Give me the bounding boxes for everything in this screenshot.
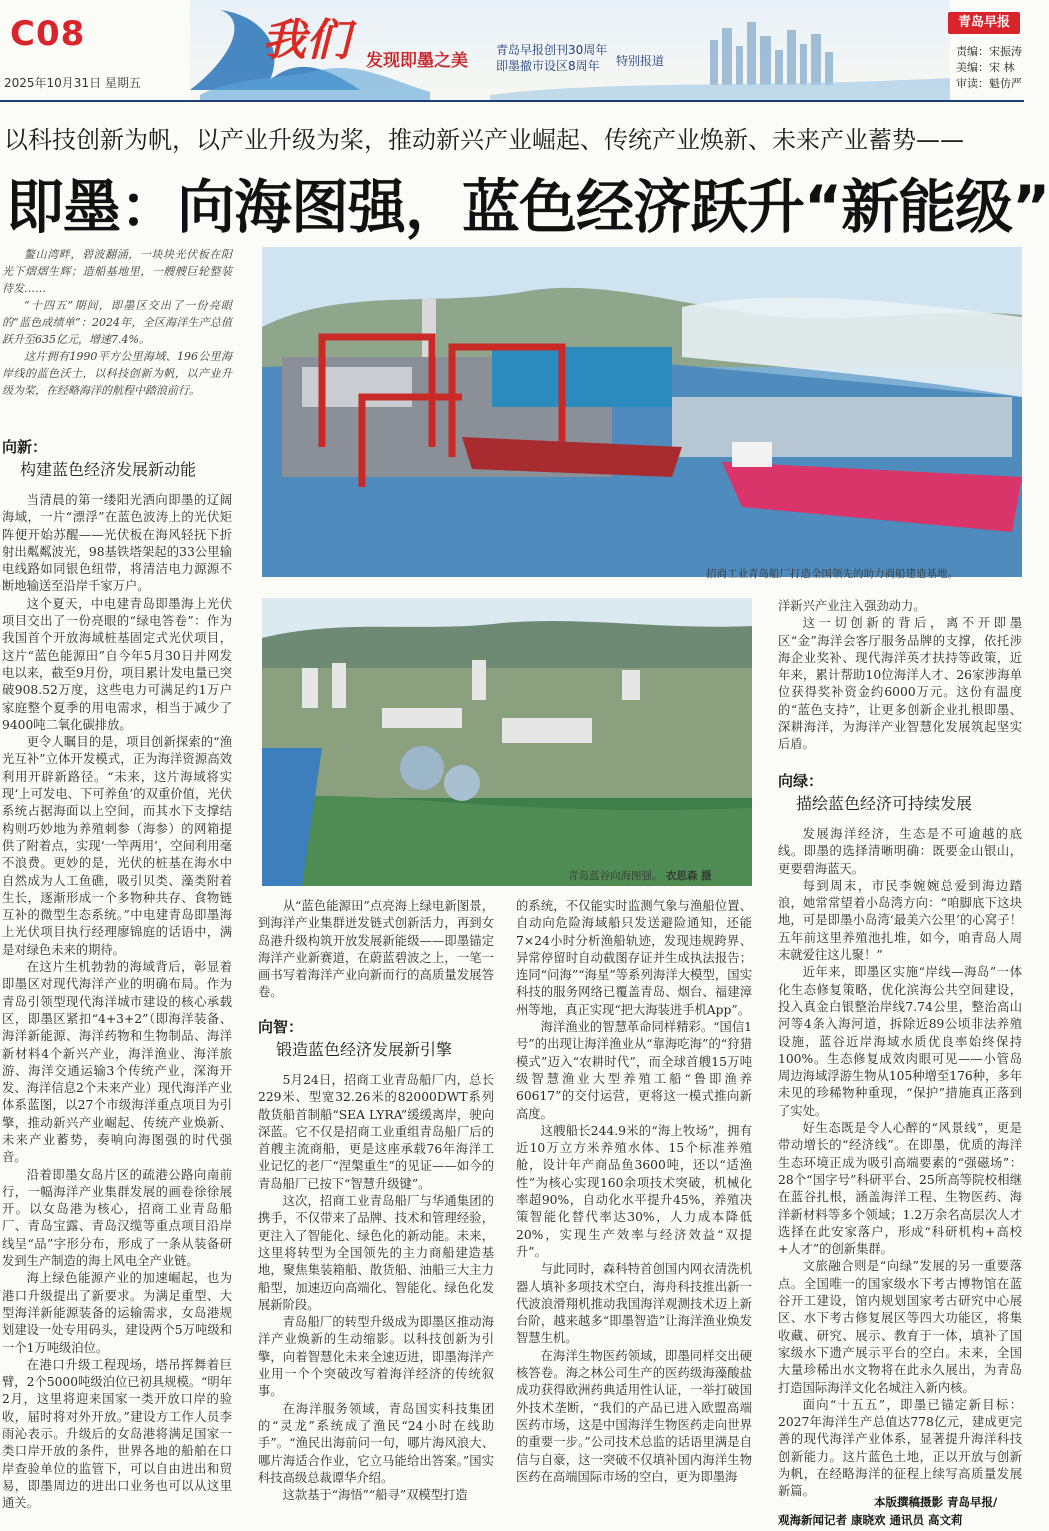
section-title: 构建蓝色经济发展新动能 bbox=[20, 460, 197, 479]
issue-date: 2025年10月31日 星期五 bbox=[4, 76, 141, 90]
body-column-1 bbox=[2, 492, 232, 1528]
body-paragraph: 沿着即墨女岛片区的疏港公路向南前行，一幅海洋产业集群发展的画卷徐徐展开。以女岛港为核心，招商工业青岛船厂、青岛宝露、青岛汉缆等重点项目沿岸线呈“品”字形分布，形成了一条从装备研发到生产制造的海上风电全产业链。 bbox=[2, 1167, 232, 1269]
body-paragraph: 当清晨的第一缕阳光洒向即墨的辽阔海域，一片“漂浮”在蓝色波涛上的光伏矩阵便开始苏醒——光伏板在海风轻抚下折射出粼粼波光，98基铁塔架起的33公里输电线路如同银色纽带，将清洁电力源源不断地输送至沿岸千家万户。 bbox=[2, 493, 232, 594]
section-heading-2 bbox=[258, 1016, 508, 1060]
column-name: 发现即墨之美 bbox=[366, 51, 468, 71]
anniversary-line-1: 青岛早报创刊30周年 bbox=[496, 43, 608, 57]
shipyard-photo bbox=[262, 247, 1022, 577]
body-paragraph: 每到周末，市民李婉婉总爱到海边踏浪，她常常望着小岛湾方向：“咱脚底下这块地，可是即墨小岛湾‘最美六公里’的心窝子！五年前这里养殖池扎堆，如今，咱青岛人周末就爱往这儿聚！” bbox=[778, 878, 1022, 963]
anniversary-line-2: 即墨撤市设区8周年 bbox=[496, 59, 600, 73]
editor-credits bbox=[956, 44, 1022, 92]
section-title: 描绘蓝色经济可持续发展 bbox=[796, 794, 973, 813]
body-paragraph: 在海洋服务领域，青岛国实科技集团的“灵龙”系统成了渔民“24小时在线助手”。“渔民出海前问一句，哪片海风浪大、哪片海适合作业，它立马能给出答案。”国实科技高级总裁谭华介绍。 bbox=[258, 1401, 494, 1485]
body-paragraph: 好生态既是令人心醉的“风景线”，更是带动增长的“经济线”。在即墨，优质的海洋生态环境正成为吸引高端要素的“强磁场”：28个“国字号”科研平台、25所高等院校相继在蓝谷扎根，涵盖海洋工程、生物医药、海洋新材料等多个领域；1.2万余名高层次人才选择在此安家落户，形成“科研机构+高校+人才”的创新集群。 bbox=[778, 1121, 1022, 1257]
body-paragraph: 发展海洋经济，生态是不可逾越的底线。即墨的选择清晰明确：既要金山银山，更要碧海蓝天。 bbox=[778, 827, 1022, 876]
section-key: 向智： bbox=[258, 1018, 304, 1036]
byline-line-2: 观海新闻记者 康晓欢 通讯员 高文莉 bbox=[778, 1513, 963, 1527]
section-heading-3 bbox=[778, 770, 1024, 814]
anniversary-tag bbox=[496, 42, 607, 74]
body-paragraph: 从“蓝色能源田”点亮海上绿电新图景，到海洋产业集群迸发链式创新活力，再到女岛港升级构筑开放发展新能级——即墨锚定海洋产业新赛道，在蔚蓝碧波之上，一笔一画书写着海洋产业向新而行的高质量发展答卷。 bbox=[258, 899, 494, 1000]
body-paragraph: 5月24日，招商工业青岛船厂内，总长229米、型宽32.26米的82000DWT系列散货船首制船“SEA LYRA”缓缓离岸，驶向深蓝。它不仅是招商工业重组青岛船厂后的首艘主流商船，更是这座承载76年海洋工业记忆的老厂“涅槃重生”的见证——如今的青岛船厂已按下“智慧升级键”。 bbox=[258, 1073, 494, 1191]
body-column-2 bbox=[258, 1072, 494, 1528]
body-paragraph: 近年来，即墨区实施“岸线—海岛”一体化生态修复策略，优化滨海公共空间建设，投入真金白银整治岸线7.74公里，整治高山河等4条入海河道，拆除近89公顷非法养殖设施，蓝谷近岸海域水质优良率始终保持100%。生态修复成效肉眼可见——小管岛周边海域浮游生物从105种增至176种，多年未见的珍稀物种重现，“保护”措施真正落到了实处。 bbox=[778, 965, 1022, 1118]
article-intro bbox=[2, 246, 232, 426]
blue-valley-photo bbox=[262, 598, 752, 886]
designer-line: 美编：宋 林 bbox=[956, 61, 1015, 74]
intro-paragraph: 鳌山湾畔，碧波翻涌，一块块光伏板在阳光下熠熠生辉；造船基地里，一艘艘巨轮整装待发…… bbox=[2, 248, 232, 295]
body-paragraph: 洋新兴产业注入强劲动力。 bbox=[778, 599, 926, 613]
photographer-credit: 衣思森 摄 bbox=[665, 870, 712, 882]
body-paragraph: 这个夏天，中电建青岛即墨海上光伏项目交出了一份亮眼的“绿电答卷”：作为我国首个开放海域桩基固定式光伏项目，这片“蓝色能源田”自今年5月30日并网发电以来，截至9月份，项目累计发电量已突破908.52万度，这些电力可满足约1万户家庭整个夏季的用电需求，相当于减少了9400吨二氧化碳排放。 bbox=[2, 596, 232, 732]
body-paragraph: 这一切创新的背后，离不开即墨区“金”海洋会客厅服务品牌的支撑，依托涉海企业奖补、现代海洋英才扶持等政策，近年来，累计帮助10位海洋人才、26家涉海单位获得奖补资金约6000万元。这份有温度的“蓝色支持”，让更多创新企业扎根即墨、深耕海洋，为海洋产业智慧化发展筑起坚实后盾。 bbox=[778, 616, 1022, 752]
section-heading-1 bbox=[2, 436, 252, 480]
body-column-3 bbox=[516, 898, 752, 1528]
body-paragraph: 海上绿色能源产业的加速崛起，也为港口升级提出了新要求。为满足重型、大型海洋新能源装备的运输需求，女岛港规划建设一处专用码头，建设两个5万吨级和一个1万吨级泊位。 bbox=[2, 1271, 232, 1355]
newspaper-logo: 青岛早报 bbox=[948, 12, 1020, 34]
body-paragraph: 在港口升级工程现场，塔吊挥舞着巨臂，2个5000吨级泊位已初具规模。“明年2月，这里将迎来国家一类开放口岸的验收，届时将对外开放。”建设方工作人员李雨沁表示。升级后的女岛港将满足国家一类口岸开放的条件，世界各地的船舶在口岸查验单位的监管下，可以自由进出和贸易，即墨周边的进出口业务也可以从这里通关。 bbox=[2, 1357, 232, 1511]
body-paragraph: 面向“十五五”，即墨已锚定新目标：2027年海洋生产总值达778亿元，建成更完善的现代海洋产业体系，显著提升海洋科技创新能力。这片蓝色土地，正以开放与创新为帆，在经略海洋的征程上续写高质量发展新篇。 bbox=[778, 1397, 1022, 1499]
calligraphy-title: 我们 bbox=[262, 15, 350, 66]
body-paragraph: 这款基于“海悟”“船寻”双模型打造 bbox=[282, 1488, 468, 1503]
intro-paragraph: “十四五”期间，即墨区交出了一份亮眼的“蓝色成绩单”：2024年，全区海洋生产总值跃升至635亿元，增速7.4%。 bbox=[2, 299, 232, 346]
intro-paragraph: 这片拥有1990平方公里海域、196公里海岸线的蓝色沃土，以科技创新为帆，以产业升级为桨，在经略海洋的航程中踏浪前行。 bbox=[2, 350, 232, 397]
body-column-4 bbox=[778, 826, 1022, 1499]
section-title: 锻造蓝色经济发展新引擎 bbox=[276, 1040, 453, 1059]
caption-text: 青岛蓝谷向海图强。 bbox=[568, 870, 663, 882]
body-paragraph: 海洋渔业的智慧革命同样精彩。“国信1号”的出现让海洋渔业从“靠海吃海”的“狩猎模式”迈入“农耕时代”，而全球首艘15万吨级智慧渔业大型养殖工船“鲁即渔养60617”的交付运营，更将这一模式推向新高度。 bbox=[516, 1020, 752, 1121]
body-paragraph: 青岛船厂的转型升级成为即墨区推动海洋产业焕新的生动缩影。以科技创新为引擎，向着智慧化未来全速迈进，即墨海洋产业用一个个突破改写着海洋经济的传统叙事。 bbox=[258, 1315, 494, 1399]
body-paragraph: 的系统，不仅能实时监测气象与渔船位置、自动向危险海域船只发送避险通知，还能7×24小时分析渔船轨迹，发现违规跨界、异常停留时自动截图存证并生成执法报告；连同“问海”“海星”等系列海洋大模型，国实科技的服务网络已覆盖青岛、烟台、福建漳州等地，真正实现“把大海装进手机App”。 bbox=[516, 899, 752, 1017]
byline-line-1: 本版撰稿摄影 青岛早报/ bbox=[874, 1495, 998, 1509]
photo-caption: 招商工业青岛船厂打造全国领先的助力商船建造基地。 bbox=[706, 568, 958, 580]
body-column-2-top bbox=[258, 898, 494, 1006]
body-paragraph: 这艘船长244.9米的“海上牧场”，拥有近10万立方米养殖水体、15个标准养殖舱，设计年产商品鱼3600吨，还以“适渔性”为核心实现160余项技术突破，机械化率超90%，自动化水平提升45%，养殖决策智能化替代率达30%，人力成本降低20%，实现生产效率与经济效益“双提升”。 bbox=[516, 1123, 752, 1259]
article-subtitle: 以科技创新为帆，以产业升级为桨，推动新兴产业崛起、传统产业焕新、未来产业蓄势—— bbox=[4, 126, 964, 154]
body-paragraph: 与此同时，森科特首创国内网衣清洗机器人填补多项技术空白，海舟科技推出新一代波浪滑翔机推动我国海洋观测技术迈上新台阶，越来越多“即墨智造”让海洋渔业焕发智慧生机。 bbox=[516, 1262, 752, 1346]
body-paragraph: 这次，招商工业青岛船厂与华通集团的携手，不仅带来了品牌、技术和管理经验，更注入了智能化、绿色化的新动能。未来，这里将转型为全国领先的主力商船建造基地，聚焦集装箱船、散货船、油船三大主力船型，加速迈向高端化、智能化、绿色化发展新阶段。 bbox=[258, 1194, 494, 1312]
reviewer-line: 审读：魁仿严 bbox=[956, 77, 1022, 90]
page-number: C08 bbox=[10, 14, 86, 54]
section-key: 向绿： bbox=[778, 772, 824, 790]
section-key: 向新： bbox=[2, 438, 48, 456]
body-paragraph: 在这片生机勃勃的海域背后，彰显着即墨区对现代海洋产业的明确布局。作为青岛引领型现代海洋城市建设的核心承载区，即墨区紧扣“4+3+2”（即海洋装备、海洋新能源、海洋药物和生物制品、海洋新材料4个新兴产业，海洋渔业、海洋旅游、海洋交通运输3个传统产业，深海开发、海洋信息2个未来产业）现代海洋产业体系蓝图，以27个市级海洋重点项目为引擎，推动新兴产业崛起、传统产业焕新、未来产业蓄势，奏响向海图强的时代强音。 bbox=[2, 960, 232, 1165]
body-column-4-top bbox=[778, 598, 1022, 758]
article-headline: 即墨：向海图强，蓝色经济跃升“新能级” bbox=[6, 173, 1049, 241]
editor-line: 责编：宋振涛 bbox=[956, 45, 1022, 58]
photo-caption bbox=[568, 868, 712, 883]
body-paragraph: 更令人瞩目的是，项目创新探索的“渔光互补”立体开发模式，正为海洋资源高效利用开辟新路径。“未来，这片海域将实现‘上可发电、下可养鱼’的双重价值，光伏系统占据海面以上空间，而其水下支撑结构则巧妙地为养殖刺参（海参）的网箱提供了附着点，实现‘一竿两用’，空间利用毫不浪费。更妙的是，光伏的桩基在海水中自然成为人工鱼礁，吸引贝类、藻类附着生长，逐渐形成一个多物种共存、食物链互补的微型生态系统。”中电建青岛即墨海上光伏项目执行经理廖锦庭的话语中，满是对绿色未来的期待。 bbox=[2, 735, 232, 957]
body-paragraph: 在海洋生物医药领域，即墨同样交出硬核答卷。海之林公司生产的医药级海藻酸盐成功获得欧洲药典适用性认证，一举打破国外技术垄断，“我们的产品已进入欧盟高端医药市场，这是中国海洋生物医药走向世界的重要一步。”公司技术总监的话语里满是自信与自豪，这一突破不仅填补国内海洋生物医药在高端国际市场的空白，更为即墨海 bbox=[516, 1348, 752, 1484]
header-rule bbox=[0, 100, 1024, 102]
special-report-tag: 特别报道 bbox=[616, 54, 665, 68]
body-paragraph: 文旅融合则是“向绿”发展的另一重要落点。全国唯一的国家级水下考古博物馆在蓝谷开工建设，馆内规划国家考古研究中心展区、水下考古修复展区等四大功能区，将集收藏、研究、展示、教育于一体，填补了国家级水下遗产展示平台的空白。未来，全国大量珍稀出水文物将在此永久展出，为青岛打造国际海洋文化名城注入新内核。 bbox=[778, 1259, 1022, 1395]
